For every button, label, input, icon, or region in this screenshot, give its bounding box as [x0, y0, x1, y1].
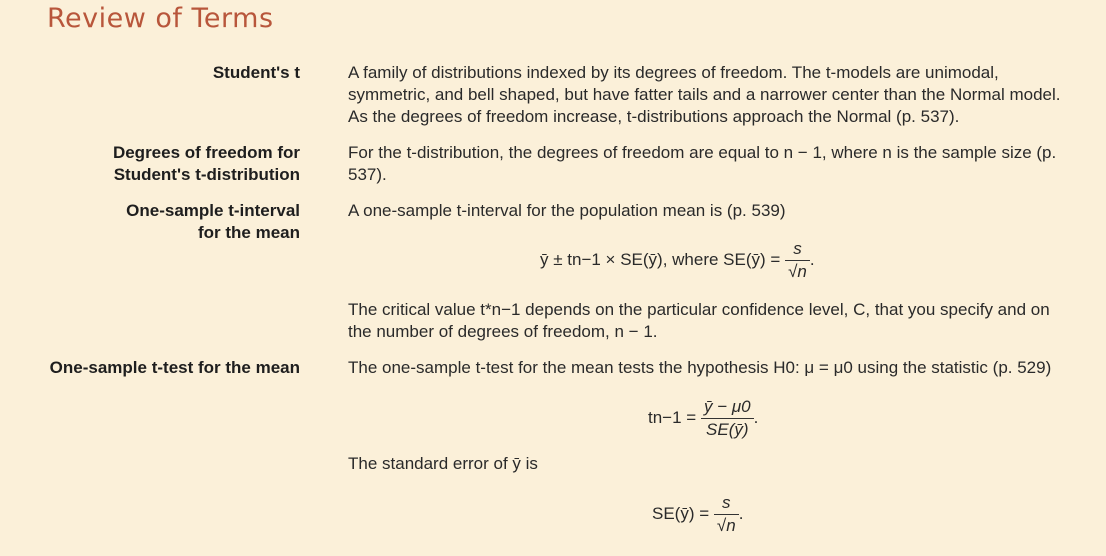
formula-numerator: ȳ − μ0 [701, 396, 754, 419]
formula-fraction [701, 396, 754, 441]
standard-error-formula: SE(ȳ) = $\frac{s}{√n}$ . [652, 493, 744, 535]
formula-left: tn−1 = [648, 407, 697, 427]
formula-numerator: s [785, 238, 810, 261]
t-test-formula: tn−1 = $\frac{ȳ - \mu 0}{SE(ȳ)}$ . [648, 397, 759, 439]
page-title: Review of Terms [47, 3, 274, 34]
term-one-sample-t-test: One-sample t-test for the mean [49, 358, 300, 377]
definition-one-sample-t-interval: A one-sample t-interval for the population mean is (p. 539) [348, 201, 786, 220]
standard-error-note: The standard error of ȳ is [348, 454, 538, 473]
formula-fraction [714, 492, 739, 537]
term-students-t: Student's t [212, 63, 300, 82]
term-line: One-sample t-interval [126, 201, 300, 220]
term-line: for the mean [197, 223, 300, 242]
formula-fraction [785, 238, 810, 283]
term-line: Degrees of freedom for [112, 143, 300, 162]
definition-students-t: A family of distributions indexed by its degrees of freedom. The t-models are unimodal, symmetric, and bell shaped, but have fatter tails and a narrower center than the Normal model. As the degrees of freedom increase, t-distributions approach the Normal (p. 537). [348, 63, 1061, 126]
definition-one-sample-t-test: The one-sample t-test for the mean tests the hypothesis H0: μ = μ0 using the statistic (p. 529) [348, 358, 1052, 377]
term-one-sample-t-interval [126, 200, 300, 244]
formula-numerator: s [714, 492, 739, 515]
formula-left: SE(ȳ) = [652, 503, 710, 523]
formula-denominator: SE(ȳ) [706, 420, 749, 439]
term-line: Student's t-distribution [113, 165, 300, 184]
formula-left: ȳ ± tn−1 × SE(ȳ), where SE(ȳ) = [540, 249, 781, 269]
definition-degrees-of-freedom: For the t-distribution, the degrees of freedom are equal to n − 1, where n is the sample size (p. 537). [348, 143, 1057, 184]
term-degrees-of-freedom [113, 142, 300, 186]
t-interval-formula: ȳ ± tn−1 × SE(ȳ), where SE(ȳ) = $\frac{s}{√n}$ . [540, 239, 815, 281]
formula-denominator: √n [716, 516, 736, 535]
critical-value-note: The critical value t*n−1 depends on the particular confidence level, C, that you specify and on the number of degrees of freedom, n − 1. [348, 300, 1050, 341]
formula-denominator: √n [788, 262, 807, 281]
